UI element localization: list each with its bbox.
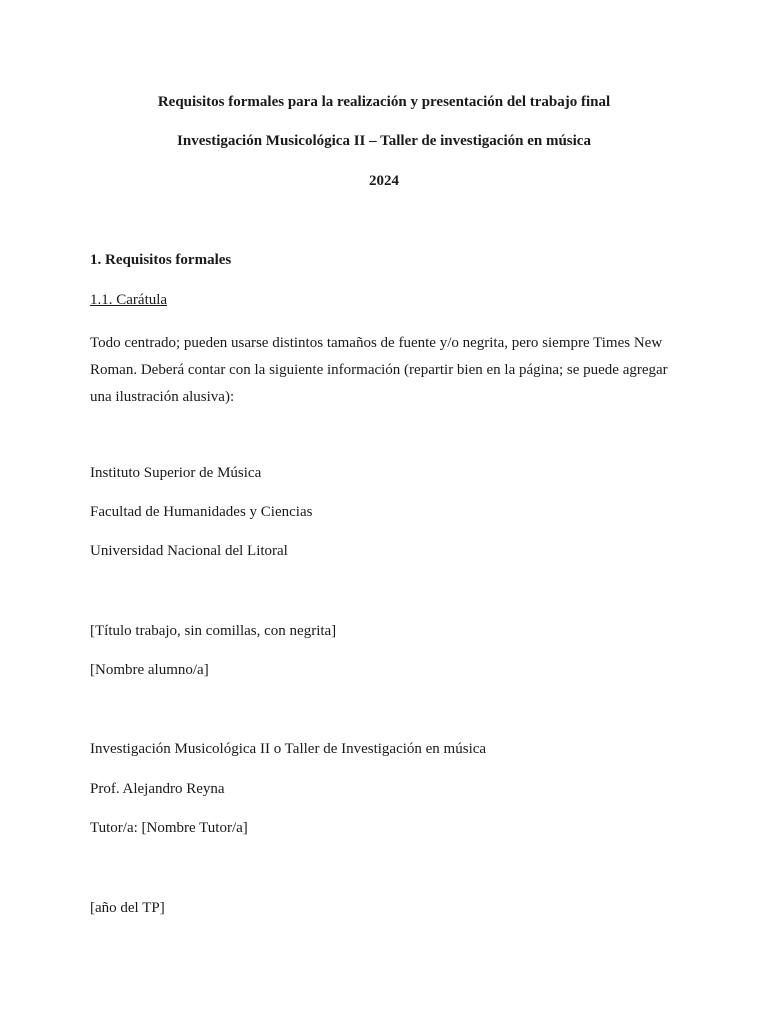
course-subtitle: Investigación Musicológica II – Taller de investigación en música: [177, 133, 591, 149]
cover-tutor: Tutor/a: [Nombre Tutor/a]: [90, 820, 248, 836]
cover-university: Universidad Nacional del Litoral: [90, 543, 288, 559]
cover-course: Investigación Musicológica II o Taller de Investigación en música: [90, 741, 487, 757]
section-heading: 1. Requisitos formales: [90, 252, 232, 268]
cover-student: [Nombre alumno/a]: [90, 662, 209, 678]
cover-year: [año del TP]: [90, 900, 165, 916]
cover-professor: Prof. Alejandro Reyna: [90, 781, 225, 797]
document-title: Requisitos formales para la realización y presentación del trabajo final: [157, 94, 611, 110]
cover-faculty: Facultad de Humanidades y Ciencias: [90, 504, 313, 520]
cover-work-title: [Título trabajo, sin comillas, con negrita]: [90, 623, 337, 639]
cover-institute: Instituto Superior de Música: [90, 465, 262, 481]
instructions-paragraph: Todo centrado; pueden usarse distintos tamaños de fuente y/o negrita, pero siempre Times New Roman. Deberá contar con la siguiente información (repartir bien en la página; se puede agregar una ilustración alusiva):: [90, 335, 668, 405]
document-year: 2024: [369, 173, 399, 189]
subsection-heading: 1.1. Carátula: [90, 292, 168, 308]
